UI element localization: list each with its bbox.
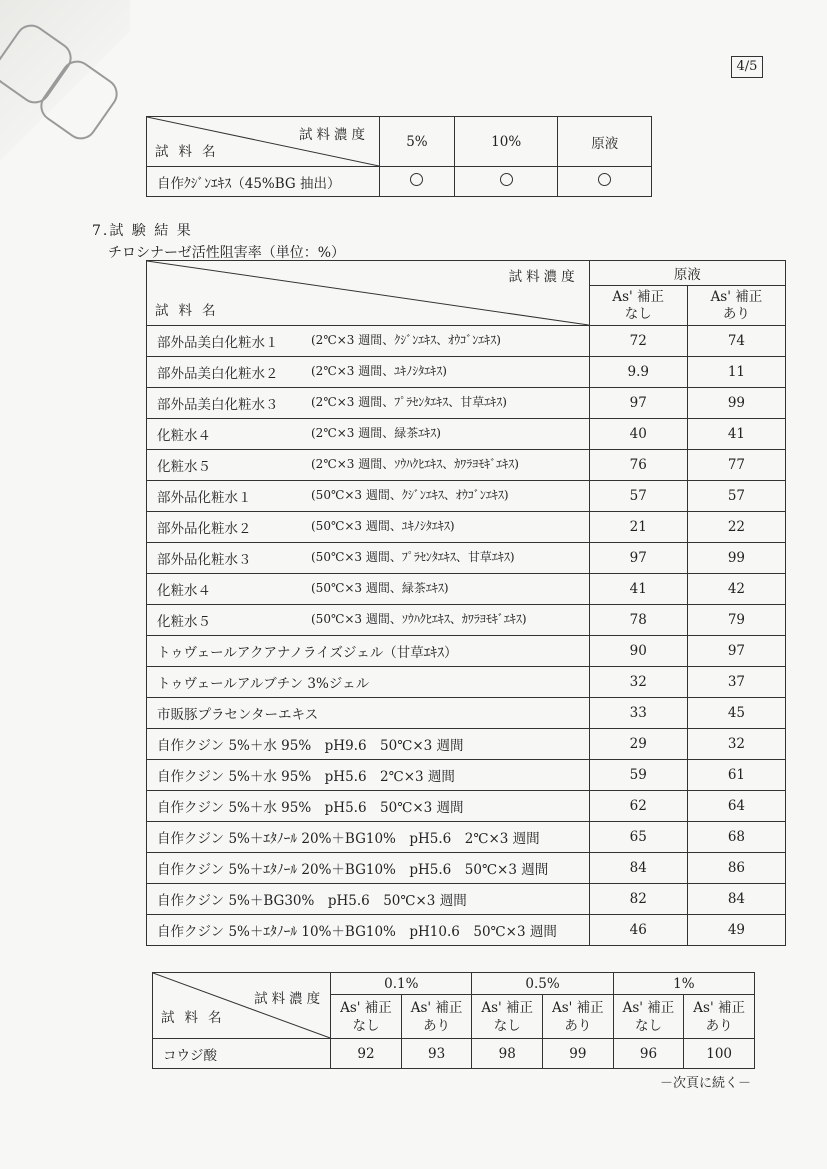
- value-cell: 11: [687, 357, 785, 388]
- sample-cell: [147, 853, 590, 884]
- sub-header: As' 補正 なし: [331, 995, 402, 1039]
- sample-condition: (2℃×3 週間、ﾕｷﾉｼﾀｴｷｽ): [311, 364, 447, 378]
- sample-cell: [147, 760, 590, 791]
- header-concentration: 試料濃度: [299, 127, 369, 143]
- value-cell: 49: [687, 915, 785, 946]
- table-row: [147, 574, 786, 605]
- sample-name: 部外品美白化粧水３: [157, 397, 279, 413]
- sample-name: トゥヴェールアルブチン 3%ジェル: [157, 676, 370, 692]
- sample-condition: (50℃×3 週間、ｸｼﾞﾝｴｷｽ、ｵｳｺﾞﾝｴｷｽ): [311, 488, 509, 502]
- sub-header: As' 補正 なし: [472, 995, 543, 1039]
- table-row: [147, 884, 786, 915]
- value-cell: 59: [589, 760, 687, 791]
- value-cell: 97: [589, 543, 687, 574]
- value-cell: 90: [589, 636, 687, 667]
- table-row: [147, 822, 786, 853]
- value-cell: 41: [589, 574, 687, 605]
- sample-cell: [147, 729, 590, 760]
- group-header: 0.1%: [331, 973, 472, 995]
- sample-cell: [147, 574, 590, 605]
- circle-icon: [500, 173, 513, 186]
- sample-condition: (2℃×3 週間、ﾌﾟﾗｾﾝﾀｴｷｽ、甘草ｴｷｽ): [311, 395, 507, 409]
- sample-name: 部外品化粧水３: [157, 552, 252, 568]
- sub-header: As' 補正 あり: [687, 286, 785, 326]
- sample-name: 自作ｸｼﾞﾝｴｷｽ（45%BG 抽出）: [147, 167, 380, 197]
- sample-cell: [147, 543, 590, 574]
- mark-cell: [558, 167, 652, 197]
- sub-header: As' 補正 なし: [613, 995, 684, 1039]
- value-cell: 93: [401, 1039, 472, 1069]
- sample-condition: (50℃×3 週間、ｿｳﾊｸﾋｴｷｽ、ｶﾜﾗﾖﾓｷﾞｴｷｽ): [311, 612, 527, 626]
- value-cell: 57: [589, 481, 687, 512]
- sample-name: 部外品化粧水２: [157, 521, 252, 537]
- value-cell: 22: [687, 512, 785, 543]
- table-row: [147, 543, 786, 574]
- value-cell: 79: [687, 605, 785, 636]
- value-cell: 100: [684, 1039, 755, 1069]
- value-cell: 97: [589, 388, 687, 419]
- sample-cell: [147, 822, 590, 853]
- sample-name: 化粧水５: [157, 614, 211, 630]
- sample-table: [146, 116, 652, 197]
- table-row: [147, 698, 786, 729]
- table-row: [147, 450, 786, 481]
- sample-cell: [147, 605, 590, 636]
- section-title: 7.試 験 結 果: [92, 223, 193, 239]
- table-row: [147, 915, 786, 946]
- sample-cell: [147, 326, 590, 357]
- value-cell: 29: [589, 729, 687, 760]
- table-row: [147, 791, 786, 822]
- value-cell: 68: [687, 822, 785, 853]
- results-table: [146, 260, 786, 946]
- value-cell: 82: [589, 884, 687, 915]
- table-row: [147, 636, 786, 667]
- value-cell: 72: [589, 326, 687, 357]
- value-cell: 98: [472, 1039, 543, 1069]
- value-cell: 42: [687, 574, 785, 605]
- sample-name: 化粧水４: [157, 428, 211, 444]
- value-cell: 32: [687, 729, 785, 760]
- sample-condition: (2℃×3 週間、ｿｳﾊｸﾋｴｷｽ、ｶﾜﾗﾖﾓｷﾞｴｷｽ): [311, 457, 519, 471]
- value-cell: 86: [687, 853, 785, 884]
- value-cell: 92: [331, 1039, 402, 1069]
- sample-name: 自作クジン 5%＋水 95% pH5.6 2℃×3 週間: [157, 769, 455, 785]
- sample-name: 自作クジン 5%＋水 95% pH5.6 50℃×3 週間: [157, 800, 464, 816]
- value-cell: 37: [687, 667, 785, 698]
- mark-cell: [380, 167, 455, 197]
- table-row: [147, 512, 786, 543]
- table-row: [147, 729, 786, 760]
- sample-name: トゥヴェールアクアナノライズジェル（甘草ｴｷｽ）: [157, 645, 458, 661]
- sub-header: As' 補正 あり: [401, 995, 472, 1039]
- value-cell: 61: [687, 760, 785, 791]
- header-sample: 試料名: [155, 144, 226, 160]
- value-cell: 99: [687, 388, 785, 419]
- sample-name: 化粧水５: [157, 459, 211, 475]
- value-cell: 74: [687, 326, 785, 357]
- sample-cell: [147, 667, 590, 698]
- column-header: 5%: [380, 117, 455, 167]
- sample-cell: [147, 357, 590, 388]
- sub-header: As' 補正 あり: [684, 995, 755, 1039]
- sample-name: 自作クジン 5%＋水 95% pH9.6 50℃×3 週間: [157, 738, 464, 754]
- group-header: 1%: [613, 973, 754, 995]
- sample-cell: [147, 636, 590, 667]
- sample-cell: [147, 481, 590, 512]
- value-cell: 78: [589, 605, 687, 636]
- sample-name: 自作クジン 5%＋BG30% pH5.6 50℃×3 週間: [157, 893, 467, 909]
- sub-header: As' 補正 なし: [589, 286, 687, 326]
- value-cell: 97: [687, 636, 785, 667]
- section-subtitle: チロシナーゼ活性阻害率（単位：%）: [108, 245, 346, 261]
- sample-name: 自作クジン 5%＋ｴﾀﾉｰﾙ 20%＋BG10% pH5.6 2℃×3 週間: [157, 831, 540, 847]
- value-cell: 99: [687, 543, 785, 574]
- value-cell: 41: [687, 419, 785, 450]
- page-number: 4/5: [731, 56, 763, 78]
- value-cell: 45: [687, 698, 785, 729]
- sample-name: 自作クジン 5%＋ｴﾀﾉｰﾙ 10%＋BG10% pH10.6 50℃×3 週間: [157, 924, 557, 940]
- table-row: [147, 419, 786, 450]
- column-header: 10%: [454, 117, 558, 167]
- sample-name: 自作クジン 5%＋ｴﾀﾉｰﾙ 20%＋BG10% pH5.6 50℃×3 週間: [157, 862, 549, 878]
- table-row: [147, 605, 786, 636]
- group-header: 0.5%: [472, 973, 613, 995]
- sample-condition: (50℃×3 週間、緑茶ｴｷｽ): [311, 581, 449, 595]
- value-cell: 57: [687, 481, 785, 512]
- table-row: [147, 481, 786, 512]
- sample-cell: [147, 419, 590, 450]
- value-cell: 33: [589, 698, 687, 729]
- value-cell: 99: [543, 1039, 614, 1069]
- sample-condition: (2℃×3 週間、緑茶ｴｷｽ): [311, 426, 441, 440]
- header-sample: 試料名: [161, 1010, 232, 1026]
- sample-name: 部外品美白化粧水１: [157, 335, 279, 351]
- sample-name: 部外品化粧水１: [157, 490, 252, 506]
- sample-cell: [147, 388, 590, 419]
- value-cell: 46: [589, 915, 687, 946]
- sample-name: 市販豚プラセンターエキス: [157, 707, 319, 723]
- sample-cell: [147, 512, 590, 543]
- table-row: [147, 357, 786, 388]
- header-concentration: 試料濃度: [254, 991, 325, 1007]
- sample-cell: [147, 791, 590, 822]
- circle-icon: [598, 173, 611, 186]
- sample-condition: (50℃×3 週間、ﾌﾟﾗｾﾝﾀｴｷｽ、甘草ｴｷｽ): [311, 550, 515, 564]
- value-cell: 21: [589, 512, 687, 543]
- table-row: [147, 667, 786, 698]
- sample-cell: [147, 915, 590, 946]
- value-cell: 64: [687, 791, 785, 822]
- value-cell: 76: [589, 450, 687, 481]
- value-cell: 77: [687, 450, 785, 481]
- circle-icon: [410, 173, 423, 186]
- value-cell: 84: [589, 853, 687, 884]
- sample-cell: [147, 884, 590, 915]
- sample-cell: [147, 698, 590, 729]
- table-row: [147, 760, 786, 791]
- mark-cell: [454, 167, 558, 197]
- sample-cell: [147, 450, 590, 481]
- diagonal-header-cell: [147, 117, 380, 167]
- table-row: [147, 388, 786, 419]
- value-cell: 62: [589, 791, 687, 822]
- sample-name: コウジ酸: [153, 1039, 331, 1069]
- diagonal-header-cell: [153, 973, 331, 1039]
- sample-condition: (2℃×3 週間、ｸｼﾞﾝｴｷｽ、ｵｳｺﾞﾝｴｷｽ): [311, 333, 501, 347]
- table-row: [147, 853, 786, 884]
- sub-header: As' 補正 あり: [543, 995, 614, 1039]
- value-cell: 32: [589, 667, 687, 698]
- sample-condition: (50℃×3 週間、ﾕｷﾉｼﾀｴｷｽ): [311, 519, 455, 533]
- group-header: 原液: [589, 261, 785, 286]
- value-cell: 40: [589, 419, 687, 450]
- value-cell: 65: [589, 822, 687, 853]
- value-cell: 96: [613, 1039, 684, 1069]
- continued-note: －次頁に続く－: [660, 1076, 752, 1091]
- diagonal-header-cell: [147, 261, 590, 326]
- value-cell: 9.9: [589, 357, 687, 388]
- value-cell: 84: [687, 884, 785, 915]
- table-row: [147, 326, 786, 357]
- header-sample: 試料名: [155, 303, 226, 319]
- column-header: 原液: [558, 117, 652, 167]
- sample-name: 部外品美白化粧水２: [157, 366, 279, 382]
- sample-name: 化粧水４: [157, 583, 211, 599]
- header-concentration: 試料濃度: [508, 269, 579, 285]
- kojic-acid-table: [152, 972, 755, 1069]
